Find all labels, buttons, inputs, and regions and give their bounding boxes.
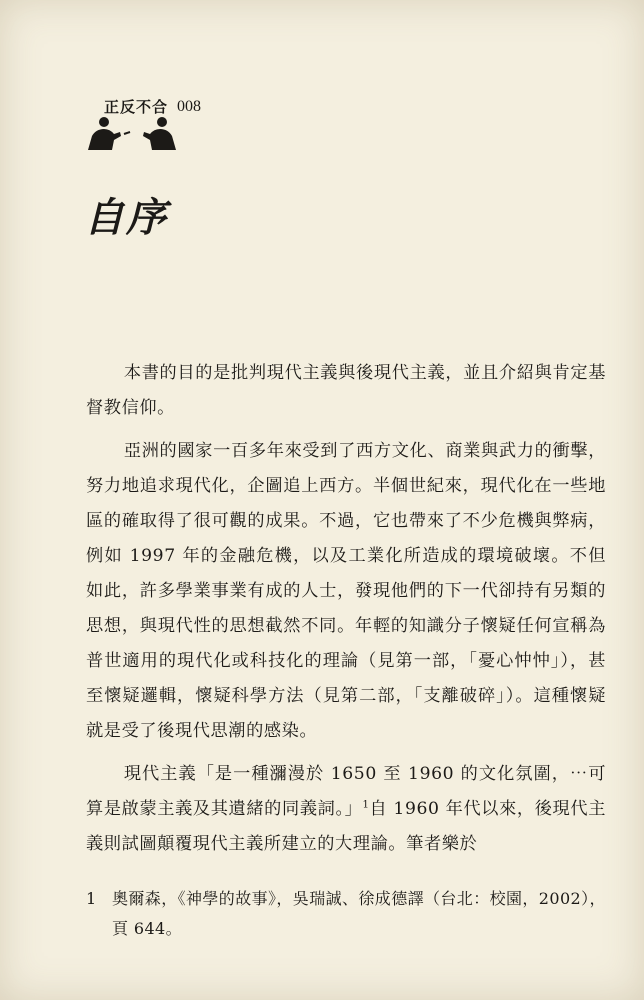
- footnote-number: 1: [86, 889, 97, 908]
- page-number: 008: [177, 98, 201, 115]
- paragraph-3: [86, 757, 606, 862]
- footnote-text: 奧爾森，《神學的故事》，吳瑞誠、徐成德譯（台北：校園，2002），頁 644。: [112, 889, 606, 938]
- series-title: 正反不合: [104, 98, 169, 116]
- chapter-title: 自序: [84, 194, 168, 241]
- paragraph-1: 本書的目的是批判現代主義與後現代主義，並且介紹與肯定基督教信仰。: [86, 363, 606, 418]
- body-text: [86, 356, 606, 870]
- paragraph-3-after: 自 1960 年代以來，後現代主義則試圖顛覆現代主義所建立的大理論。筆者樂於: [86, 799, 606, 854]
- paragraph-3-before: 現代主義「是一種瀰漫於 1650 至 1960 的文化氛圍，⋯可算是啟蒙主義及其遺緒的同義詞。」: [86, 764, 606, 819]
- footnote: [86, 884, 606, 944]
- footnote-reference[interactable]: 1: [362, 799, 370, 811]
- paragraph-2: 亞洲的國家一百多年來受到了西方文化、商業與武力的衝擊，努力地追求現代化，企圖追上西方。半個世紀來，現代化在一些地區的確取得了很可觀的成果。不過，它也帶來了不少危機與弊病，例如 1997 年的金融危機，以及工業化所造成的環境破壞。不但如此，許多學業事業有成的人士，發現他們的下一代卻持有另類的思想，與現代性的思想截然不同。年輕的知識分子懷疑任何宣稱為普世適用的現代化或科技化的理論（見第一部，「憂心忡忡」），甚至懷疑邏輯，懷疑科學方法（見第二部，「支離破碎」）。這種懷疑就是受了後現代思潮的感染。: [86, 441, 606, 741]
